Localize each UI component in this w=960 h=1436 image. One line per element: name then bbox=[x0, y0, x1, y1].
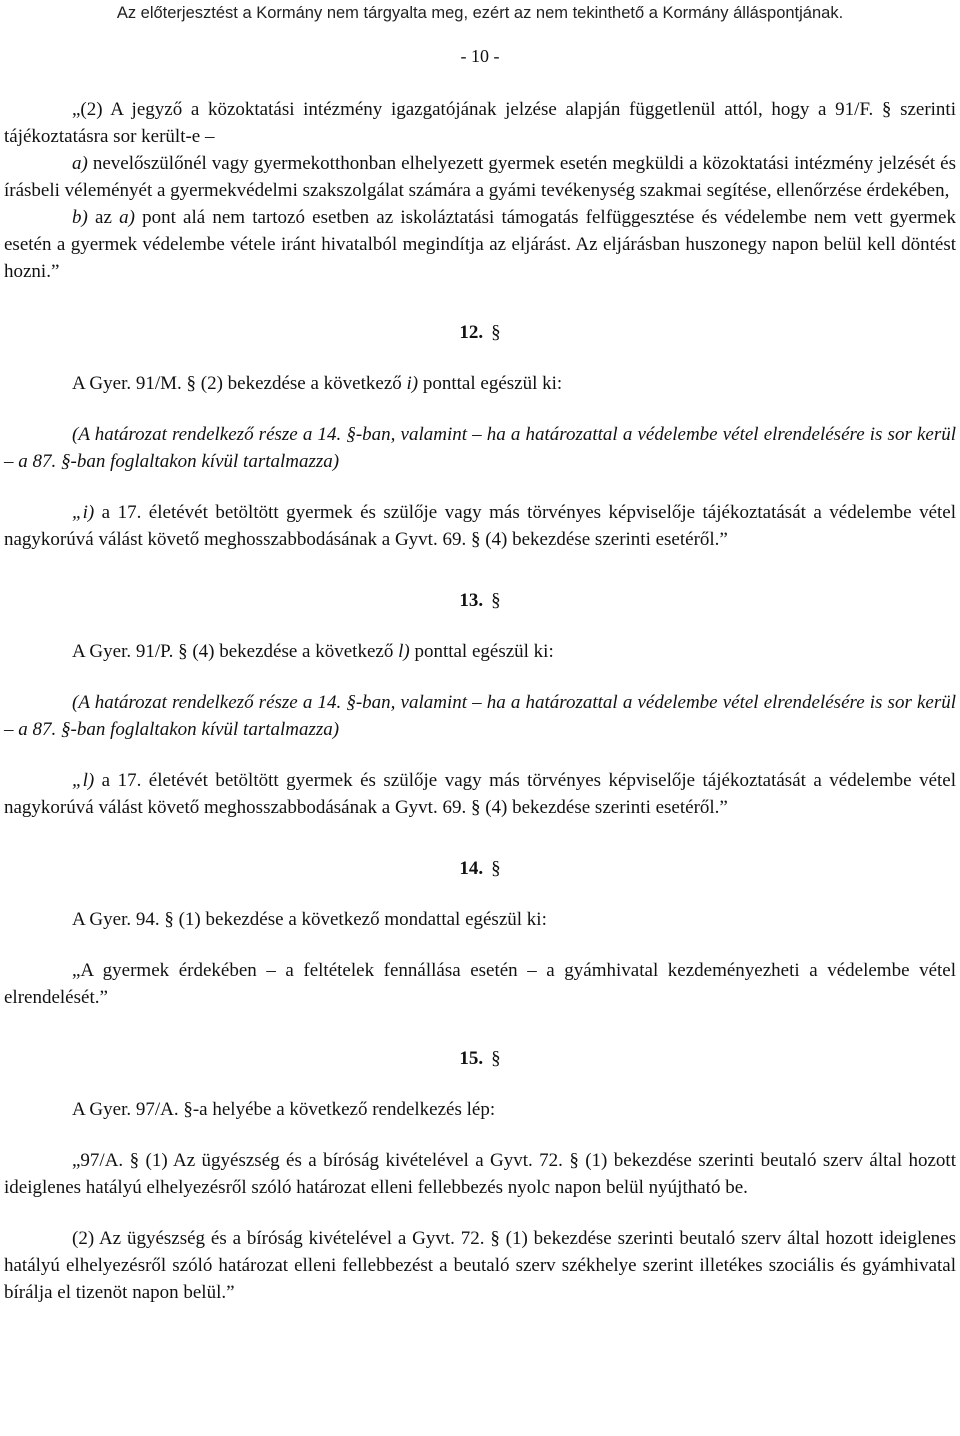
context-text: (A határozat rendelkező része a 14. §-ban, valamint – ha a határozattal a védelembe vétel elrendelésére is sor kerül – a 87. §-ban foglaltakon kívül tartalmazza) bbox=[4, 424, 956, 472]
section-14-amendment: A Gyer. 94. § (1) bekezdése a következő mondattal egészül ki: bbox=[72, 909, 547, 930]
point-l-label bbox=[72, 770, 94, 791]
amendment-point: l) bbox=[398, 641, 410, 662]
point-b bbox=[4, 204, 956, 285]
section-12-number: 12. bbox=[459, 322, 484, 343]
section-symbol-icon: § bbox=[491, 322, 501, 343]
section-symbol-icon: § bbox=[491, 590, 501, 611]
point-i-text: a 17. életévét betöltött gyermek és szülője vagy más törvényes képviselője tájékoztatását a védelembe vétel nagykorúvá válást követő meghosszabbodásának a Gyvt. 69. § (4) bekezdése szerinti esetéről.” bbox=[4, 502, 956, 550]
section-12-context bbox=[4, 421, 956, 475]
section-14-heading bbox=[4, 855, 956, 882]
amendment-text: A Gyer. 91/M. § (2) bekezdése a következő bbox=[72, 373, 407, 394]
section-15-number: 15. bbox=[459, 1048, 484, 1069]
section-13-number: 13. bbox=[459, 590, 484, 611]
section-12-amendment bbox=[4, 370, 956, 397]
point-b-label: b) bbox=[72, 207, 88, 228]
page-number: - 10 - bbox=[460, 46, 500, 66]
amendment-text: A Gyer. 91/P. § (4) bekezdése a következő bbox=[72, 641, 399, 662]
quote-open: „ bbox=[72, 502, 83, 523]
section-symbol-icon: § bbox=[491, 1048, 501, 1069]
context-text: (A határozat rendelkező része a 14. §-ban, valamint – ha a határozattal a védelembe vétel elrendelésére is sor kerül – a 87. §-ban foglaltakon kívül tartalmazza) bbox=[4, 692, 956, 740]
point-b-mid: az bbox=[87, 207, 120, 228]
section-13-point-l bbox=[4, 767, 956, 821]
section-13-context bbox=[4, 689, 956, 743]
point-a-text: nevelőszülőnél vagy gyermekotthonban elhelyezett gyermek esetén megküldi a közoktatási intézmény jelzését és írásbeli véleményét a gyermekvédelmi szakszolgálat számára a gyámi tevékenység szakmai segítése, ellenőrzése érdekében, bbox=[4, 153, 956, 201]
section-12-heading bbox=[4, 319, 956, 346]
point-i-label bbox=[72, 502, 94, 523]
point-label: l) bbox=[82, 770, 95, 791]
document-body bbox=[4, 96, 956, 1306]
amendment-text-end: ponttal egészül ki: bbox=[409, 641, 554, 662]
section-15-paragraph-2: (2) Az ügyészség és a bíróság kivételével a Gyvt. 72. § (1) bekezdése szerinti beutaló szerv által hozott ideiglenes hatályú elhelyezésről szóló határozat elleni fellebbezést a beutaló szerv székhelye szerint illetékes szociális és gyámhivatal bírálja el tizenöt napon belül.” bbox=[4, 1228, 956, 1303]
amendment-text-end: ponttal egészül ki: bbox=[418, 373, 563, 394]
section-15-paragraph-1: „97/A. § (1) Az ügyészség és a bíróság kivételével a Gyvt. 72. § (1) bekezdése szerinti beutaló szerv által hozott ideiglenes hatályú elhelyezésről szóló határozat elleni fellebbezés nyolc napon belül nyújtható be. bbox=[4, 1150, 956, 1198]
point-b-text: pont alá nem tartozó esetben az iskoláztatási támogatás felfüggesztése és védelembe nem vett gyermek esetén a gyermek védelembe vétele iránt hivatalból megindítja az eljárást. Az eljárásban huszonegy napon belül kell döntést hozni.” bbox=[4, 207, 956, 282]
amendment-point: i) bbox=[406, 373, 419, 394]
point-b-ref: a) bbox=[119, 207, 135, 228]
section-15-heading bbox=[4, 1045, 956, 1072]
section-14-number: 14. bbox=[459, 858, 484, 879]
point-l-text: a 17. életévét betöltött gyermek és szülője vagy más törvényes képviselője tájékoztatását a védelembe vétel nagykorúvá válást követő meghosszabbodásának a Gyvt. 69. § (4) bekezdése szerinti esetéről.” bbox=[4, 770, 956, 818]
section-12-point-i bbox=[4, 499, 956, 553]
section-14-text: „A gyermek érdekében – a feltételek fennállása esetén – a gyámhivatal kezdeményezheti a védelembe vétel elrendelését.” bbox=[4, 960, 956, 1008]
section-symbol-icon: § bbox=[491, 858, 501, 879]
paragraph-2: „(2) A jegyző a közoktatási intézmény igazgatójának jelzése alapján függetlenül attól, hogy a 91/F. § szerinti tájékoztatásra sor került-e – bbox=[4, 99, 956, 147]
point-label: i) bbox=[82, 502, 95, 523]
section-13-amendment bbox=[4, 638, 956, 665]
section-13-heading bbox=[4, 587, 956, 614]
page-header-disclaimer: Az előterjesztést a Kormány nem tárgyalta meg, ezért az nem tekinthető a Kormány álláspontjának. bbox=[116, 4, 844, 22]
point-a-label: a) bbox=[72, 153, 88, 174]
section-15-amendment: A Gyer. 97/A. §-a helyébe a következő rendelkezés lép: bbox=[72, 1099, 496, 1120]
quote-open: „ bbox=[72, 770, 83, 791]
point-a bbox=[4, 150, 956, 204]
